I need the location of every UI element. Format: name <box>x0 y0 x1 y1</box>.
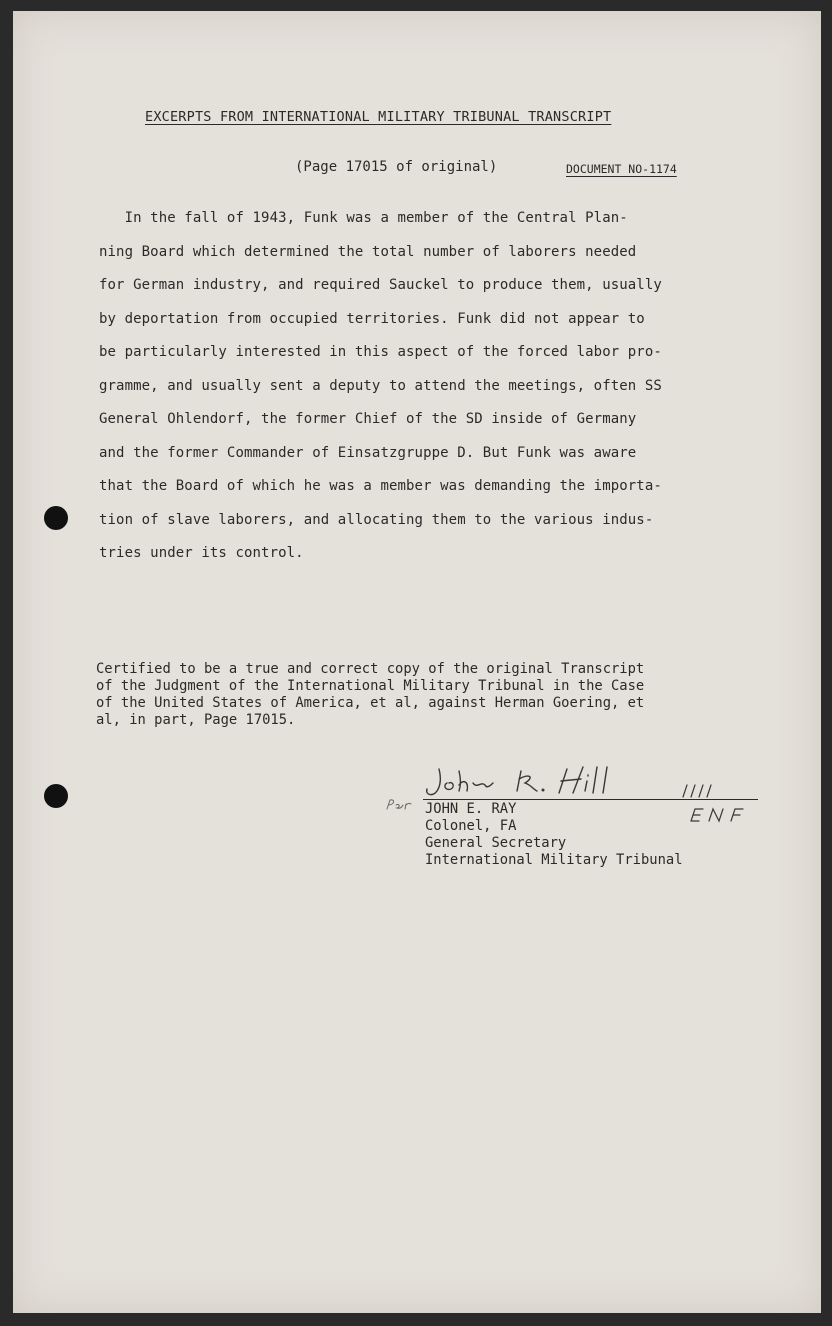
body-line: by deportation from occupied territories. Funk did not appear to <box>99 310 645 327</box>
body-line: ning Board which determined the total number of laborers needed <box>99 243 637 260</box>
punch-hole <box>44 506 68 530</box>
body-line: that the Board of which he was a member was demanding the importa- <box>99 478 662 494</box>
signature-block <box>425 801 683 869</box>
certification-statement <box>96 661 644 729</box>
body-line: gramme, and usually sent a deputy to attend the meetings, often SS <box>99 377 662 394</box>
body-line: be particularly interested in this aspect of the forced labor pro- <box>99 344 662 360</box>
document-page <box>13 11 821 1313</box>
body-line: and the former Commander of Einsatzgruppe D. But Funk was aware <box>99 444 637 461</box>
signatory-rank: Colonel, FA <box>425 818 517 834</box>
punch-hole <box>44 784 68 808</box>
handwritten-signature <box>421 763 671 803</box>
document-title: EXCERPTS FROM INTERNATIONAL MILITARY TRIBUNAL TRANSCRIPT <box>145 109 612 125</box>
body-line: tion of slave laborers, and allocating them to the various indus- <box>99 511 654 528</box>
body-line: General Ohlendorf, the former Chief of the SD inside of Germany <box>99 411 637 427</box>
certification-line: of the United States of America, et al, against Herman Goering, et <box>96 695 645 711</box>
body-paragraph <box>99 207 779 576</box>
body-line: for German industry, and required Sauckel to produce them, usually <box>99 277 662 293</box>
document-number: DOCUMENT NO-1174 <box>566 162 677 176</box>
signatory-organization: International Military Tribunal <box>425 852 683 868</box>
certification-line: Certified to be a true and correct copy of the original Transcript <box>96 661 645 677</box>
signature-line <box>423 799 758 800</box>
signatory-title: General Secretary <box>425 835 567 851</box>
body-line: In the fall of 1943, Funk was a member of the Central Plan- <box>99 210 628 226</box>
page-reference: (Page 17015 of original) <box>295 159 498 175</box>
certification-line: of the Judgment of the International Military Tribunal in the Case <box>96 678 645 694</box>
body-line: tries under its control. <box>99 545 304 561</box>
signatory-name: JOHN E. RAY <box>425 801 517 817</box>
handwritten-per-mark <box>383 797 423 813</box>
handwritten-initials <box>673 783 753 823</box>
certification-line: al, in part, Page 17015. <box>96 712 296 728</box>
